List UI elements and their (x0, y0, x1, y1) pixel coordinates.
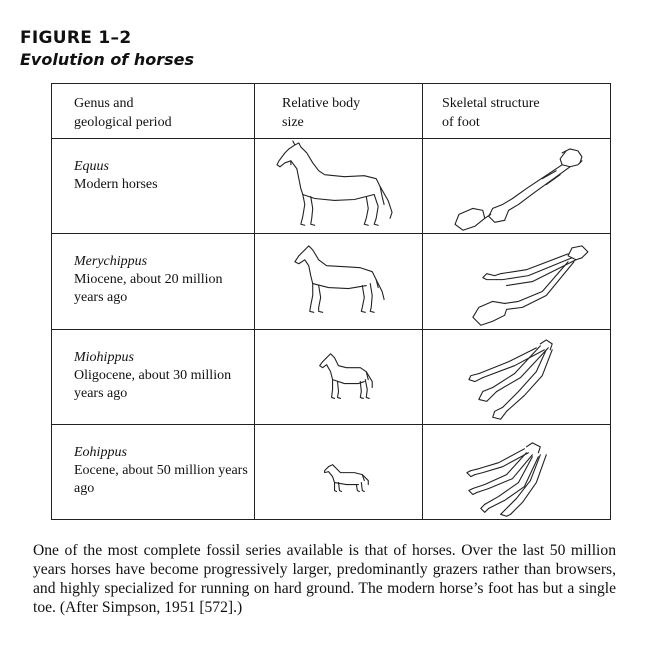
genus-name: Eohippus (74, 444, 127, 460)
genus-name: Equus (74, 159, 109, 175)
table-row (52, 424, 611, 519)
figure-caption: One of the most complete fossil series available is that of horses. Over the last 50 million years horses have become progressively larger, predominantly grazers rather than browsers, and highly specialized for running on hard ground. The modern horse’s foot has but a single toe. (After Simpson, 1951 [572].) (33, 542, 616, 616)
modern-horse-icon (255, 139, 422, 233)
genus-cell (52, 329, 255, 424)
three-toe-foot-icon (423, 234, 610, 328)
body-size-cell (255, 424, 423, 519)
figure-title: Evolution of horses (20, 50, 195, 69)
horse-evolution-table (51, 83, 611, 520)
foot-structure-cell (423, 424, 611, 519)
genus-cell (52, 139, 255, 234)
foot-structure-cell (423, 329, 611, 424)
geological-period: Eocene, about 50 million years ago (74, 462, 248, 496)
genus-name: Miohippus (74, 349, 134, 365)
geological-period: Modern horses (74, 177, 158, 193)
header-body-size: Relative body size (255, 84, 423, 139)
table-row (52, 329, 611, 424)
body-size-cell (255, 234, 423, 329)
foot-structure-cell (423, 139, 611, 234)
four-toe-foot-icon (423, 425, 610, 519)
header-genus: Genus and geological period (52, 84, 255, 139)
three-toe-foot-icon (423, 330, 610, 424)
genus-cell (52, 234, 255, 329)
table-header-row (52, 84, 611, 139)
single-toe-foot-icon (423, 139, 610, 233)
foot-structure-cell (423, 234, 611, 329)
body-size-cell (255, 139, 423, 234)
header-foot-structure: Skeletal structure of foot (423, 84, 611, 139)
table-row (52, 139, 611, 234)
geological-period: Miocene, about 20 million years ago (74, 272, 223, 306)
genus-cell (52, 424, 255, 519)
geological-period: Oligocene, about 30 million years ago (74, 367, 232, 401)
figure-number: FIGURE 1–2 (20, 28, 132, 48)
miohippus-horse-icon (255, 330, 422, 424)
eohippus-horse-icon (255, 425, 422, 519)
genus-name: Merychippus (74, 254, 148, 270)
table-row (52, 234, 611, 329)
merychippus-horse-icon (255, 234, 422, 328)
body-size-cell (255, 329, 423, 424)
